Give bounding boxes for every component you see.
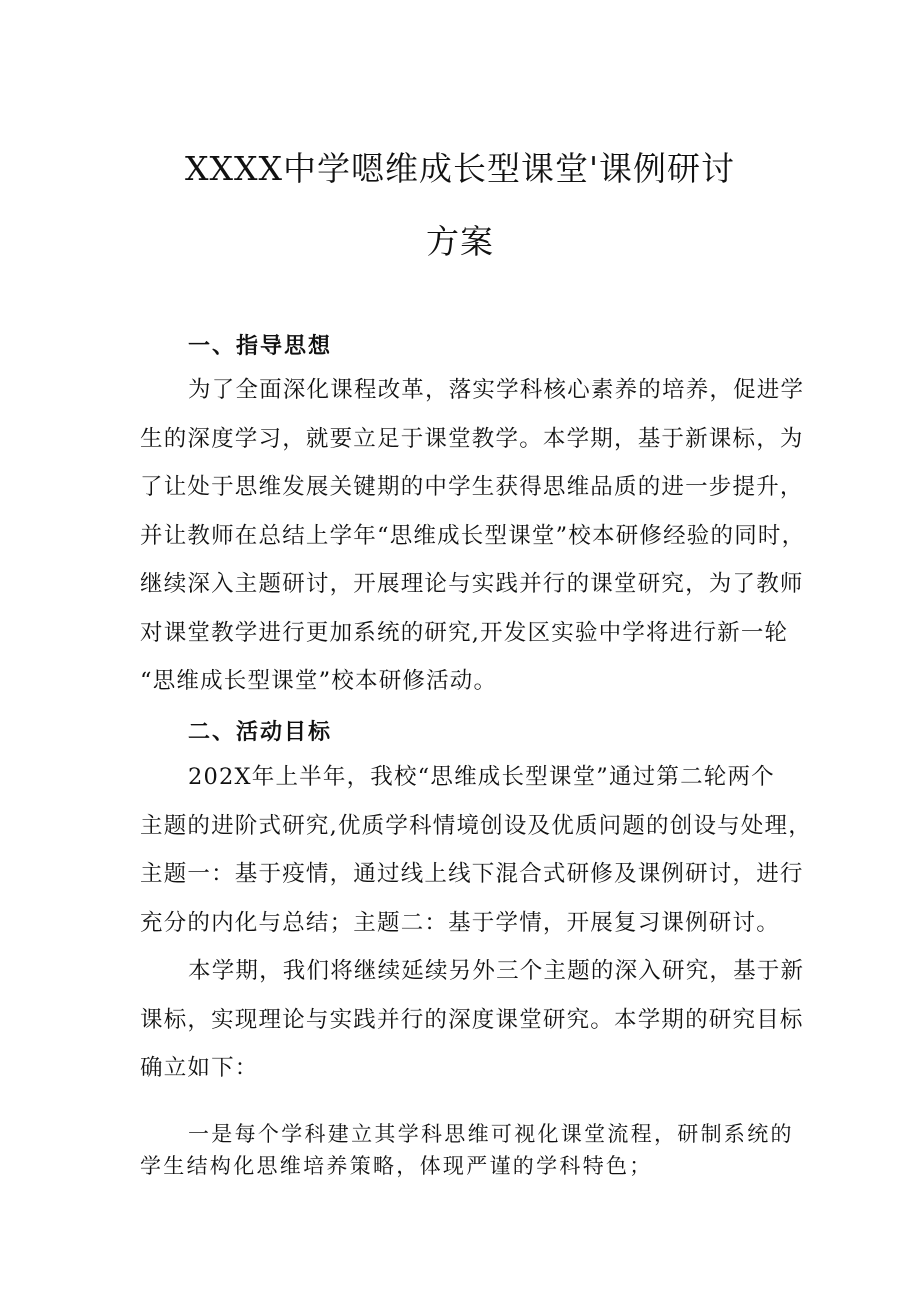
paragraph-line: 一是每个学科建立其学科思维可视化课堂流程，研制系统的 [188, 1122, 794, 1146]
document-title-line-1: XXXX中学嗯维成长型课堂'课例研讨 [184, 149, 736, 188]
paragraph-line: 本学期，我们将继续延续另外三个主题的深入研究，基于新 [188, 958, 805, 984]
paragraph-line: 并让教师在总结上学年“思维成长型课堂”校本研修经验的同时， [140, 523, 806, 549]
paragraph-line: 202X年上半年，我校“思维成长型课堂”通过第二轮两个 [188, 764, 775, 790]
paragraph-line: 充分的内化与总结；主题二：基于学情，开展复习课例研讨。 [140, 910, 780, 936]
section-heading-guiding-ideology: 一、指导思想 [188, 333, 333, 359]
paragraph-line: 确立如下： [140, 1055, 259, 1081]
paragraph-line: 生的深度学习，就要立足于课堂教学。本学期，基于新课标，为 [140, 426, 804, 452]
paragraph-line: 了让处于思维发展关键期的中学生获得思维品质的进一步提升， [140, 474, 804, 500]
paragraph-line: 主题的进阶式研究,优质学科情境创设及优质问题的创设与处理， [140, 813, 812, 839]
paragraph-line: “思维成长型课堂”校本研修活动。 [140, 668, 498, 694]
paragraph-line: 对课堂教学进行更加系统的研究,开发区实验中学将进行新一轮 [140, 620, 789, 646]
paragraph-line: 继续深入主题研讨，开展理论与实践并行的课堂研究，为了教师 [140, 571, 804, 597]
paragraph-line: 学生结构化思维培养策略，体现严谨的学科特色； [140, 1154, 653, 1178]
section-heading-activity-goals: 二、活动目标 [188, 719, 333, 745]
paragraph-line: 主题一：基于疫情，通过线上线下混合式研修及课例研讨，进行 [140, 861, 804, 887]
document-title-line-2: 方案 [426, 222, 494, 261]
paragraph-line: 课标，实现理论与实践并行的深度课堂研究。本学期的研究目标 [140, 1007, 804, 1033]
paragraph-line: 为了全面深化课程改革，落实学科核心素养的培养，促进学 [188, 377, 805, 403]
